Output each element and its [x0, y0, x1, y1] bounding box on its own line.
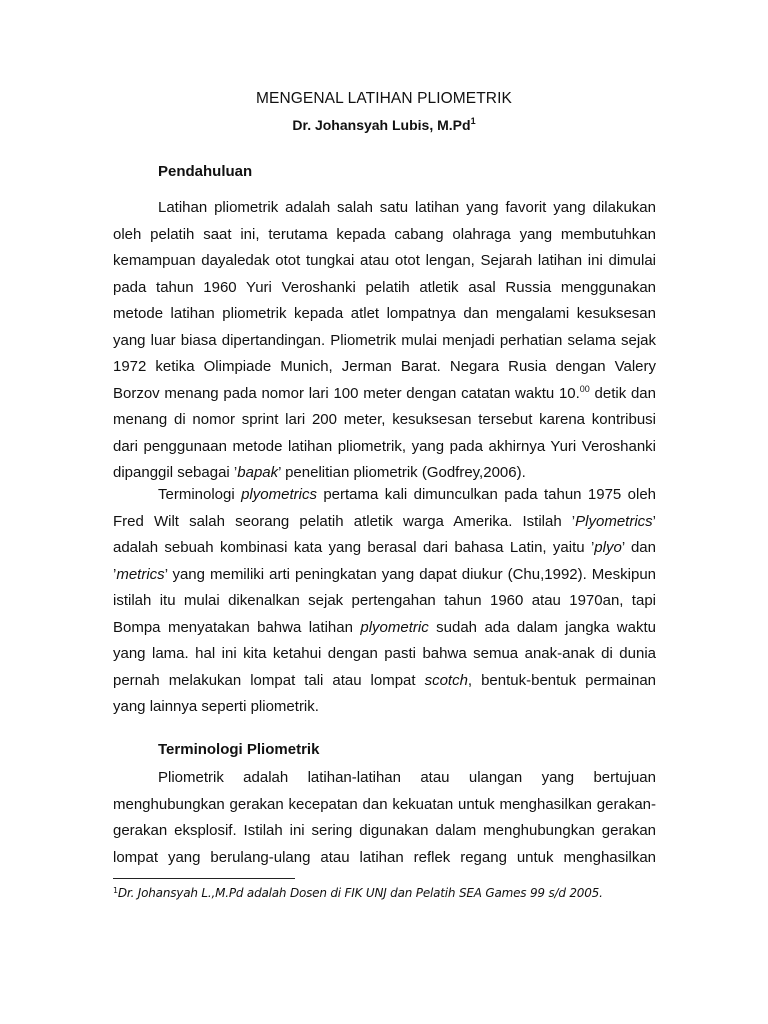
text-line	[113, 535, 656, 562]
section-heading-terminologi: Terminologi Pliometrik	[158, 741, 320, 758]
text-segment: Borzov menang pada nomor lari 100 meter dengan catatan waktu 10.	[113, 384, 580, 402]
text-line: menang di nomor sprint lari 200 meter, kesuksesan tersebut karena kontribusi	[113, 411, 656, 428]
text-segment: ’	[652, 512, 656, 530]
italic-term: plyometrics	[241, 486, 317, 503]
text-segment: dipanggil sebagai ’	[113, 464, 238, 481]
document-title: MENGENAL LATIHAN PLIOMETRIK	[256, 90, 512, 107]
text-line: menghubungkan gerakan kecepatan dan kekuatan untuk menghasilkan gerakan-	[113, 795, 656, 813]
text-segment: Terminologi	[158, 486, 242, 503]
italic-term: plyo	[594, 539, 622, 556]
text-segment: sudah ada dalam jangka waktu	[428, 618, 656, 636]
text-line: Pliometrik adalah latihan-latihan atau ulangan yang bertujuan	[158, 769, 656, 786]
text-line	[113, 668, 656, 695]
text-segment: , bentuk-bentuk permainan	[467, 671, 656, 689]
text-line	[113, 562, 656, 589]
italic-term: plyometric	[360, 618, 429, 636]
text-line	[113, 482, 656, 509]
paragraph-intro	[113, 195, 656, 487]
paragraph-definition	[113, 765, 656, 871]
footnote-marker: 1	[113, 886, 118, 895]
text-line: yang lainnya seperti pliometrik.	[113, 698, 319, 715]
footnote	[113, 886, 603, 900]
superscript: 00	[579, 383, 590, 394]
text-segment: ’ yang memiliki arti peningkatan yang dapat diukur (Chu,1992). Meskipun	[164, 565, 656, 583]
italic-term: metrics	[116, 565, 165, 583]
text-segment: detik dan	[589, 384, 656, 402]
footnote-text: Dr. Johansyah L.,M.Pd adalah Dosen di FIK UNJ dan Pelatih SEA Games 99 s/d 2005.	[117, 886, 603, 900]
text-line: istilah itu mulai dikenalkan sejak pertengahan tahun 1960 atau 1970an, tapi	[113, 592, 656, 609]
text-line	[113, 381, 656, 408]
text-line: pada tahun 1960 Yuri Veroshanki pelatih atletik asal Russia menggunakan	[113, 278, 656, 296]
author-footnote-marker: 1	[470, 116, 476, 126]
text-line: yang lama. hal ini kita ketahui dengan pasti bahwa semua anak-anak di dunia	[113, 645, 656, 662]
text-line: lompat yang berulang-ulang atau latihan reflek regang untuk menghasilkan	[113, 848, 656, 866]
section-heading-pendahuluan: Pendahuluan	[158, 163, 253, 180]
text-segment: ’	[113, 565, 117, 583]
author-name: Dr. Johansyah Lubis, M.Pd	[292, 117, 471, 133]
text-segment: ’ penelitian pliometrik (Godfrey,2006).	[278, 464, 526, 481]
footnote-divider	[113, 878, 295, 879]
paragraph-terminology	[113, 482, 656, 721]
text-line: kemampuan dayaledak otot tungkai atau otot lengan, Sejarah latihan ini dimulai	[113, 252, 656, 269]
italic-term: Plyometrics	[575, 512, 653, 530]
text-line: dari penggunaan metode latihan pliometrik, yang pada akhirnya Yuri Veroshanki	[113, 437, 656, 455]
text-line: 1972 ketika Olimpiade Munich, Jerman Barat. Negara Rusia dengan Valery	[113, 358, 656, 375]
text-line	[113, 615, 656, 642]
text-segment: Bompa menyatakan bahwa latihan	[113, 618, 361, 636]
text-line: gerakan eksplosif. Istilah ini sering digunakan dalam menghubungkan gerakan	[113, 822, 656, 839]
text-segment: ’ dan	[621, 539, 656, 556]
text-line: Latihan pliometrik adalah salah satu latihan yang favorit yang dilakukan	[158, 199, 656, 216]
text-segment: Fred Wilt salah seorang pelatih atletik warga Amerika. Istilah ’	[113, 512, 576, 530]
text-segment: pernah melakukan lompat tali atau lompat	[113, 671, 425, 689]
text-segment: adalah sebuah kombinasi kata yang berasal dari bahasa Latin, yaitu ’	[113, 539, 595, 556]
text-line: yang luar biasa dipertandingan. Pliometrik mulai menjadi perhatian selama sejak	[113, 331, 656, 349]
italic-term: scotch	[424, 671, 468, 689]
text-line	[113, 509, 656, 536]
text-line: oleh pelatih saat ini, terutama kepada cabang olahraga yang membutuhkan	[113, 225, 656, 243]
text-line: metode latihan pliometrik kepada atlet lompatnya dan mengalami kesuksesan	[113, 305, 656, 322]
italic-term: bapak	[237, 464, 279, 481]
text-segment: pertama kali dimunculkan pada tahun 1975 oleh	[316, 486, 656, 503]
author-line	[0, 116, 768, 133]
